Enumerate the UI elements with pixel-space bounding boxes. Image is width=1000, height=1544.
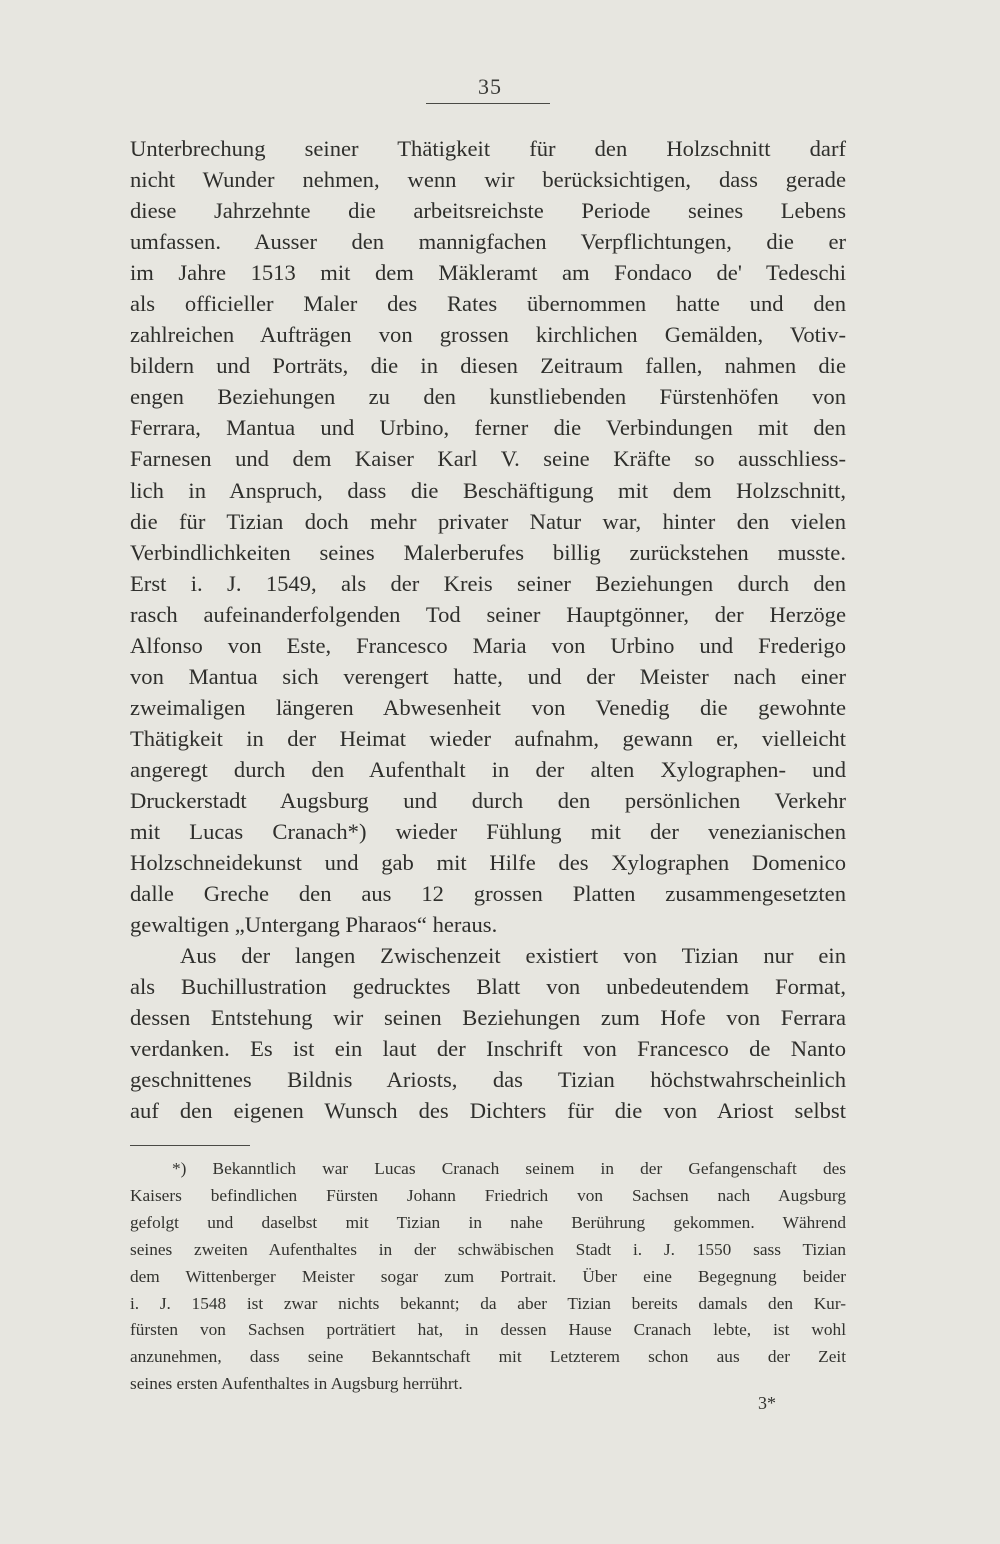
text-line: nicht Wunder nehmen, wenn wir berücksichtigen, dass gerade xyxy=(130,167,846,193)
text-line: mit Lucas Cranach*) wieder Fühlung mit der venezianischen xyxy=(130,819,846,845)
page-number: 35 xyxy=(478,74,502,99)
text-line: rasch aufeinanderfolgenden Tod seiner Hauptgönner, der Herzöge xyxy=(130,601,846,627)
footnote-line: seines zweiten Aufenthaltes in der schwäbischen Stadt i. J. 1550 sass Tizian xyxy=(130,1239,846,1259)
text-line: auf den eigenen Wunsch des Dichters für die von Ariost selbst xyxy=(130,1098,846,1124)
text-line: Holzschneidekunst und gab mit Hilfe des Xylographen Domenico xyxy=(130,850,846,876)
text-line: Thätigkeit in der Heimat wieder aufnahm, gewann er, vielleicht xyxy=(130,725,846,751)
text-line: Druckerstadt Augsburg und durch den persönlichen Verkehr xyxy=(130,787,846,813)
text-line: Aus der langen Zwischenzeit existiert von Tizian nur ein xyxy=(180,943,846,969)
text-line: gewaltigen „Untergang Pharaos“ heraus. xyxy=(130,912,498,938)
text-line: zahlreichen Aufträgen von grossen kirchlichen Gemälden, Votiv- xyxy=(130,322,846,348)
footnote-line: gefolgt und daselbst mit Tizian in nahe Berührung gekommen. Während xyxy=(130,1212,846,1232)
text-line: als officieller Maler des Rates übernommen hatte und den xyxy=(130,291,846,317)
text-line: dessen Entstehung wir seinen Beziehungen zum Hofe von Ferrara xyxy=(130,1005,846,1031)
text-line: bildern und Porträts, die in diesen Zeitraum fallen, nahmen die xyxy=(130,353,846,379)
body-text xyxy=(130,133,846,1127)
footnote-line: *) Bekanntlich war Lucas Cranach seinem in der Gefangenschaft des xyxy=(172,1159,846,1178)
text-line: angeregt durch den Aufenthalt in der alten Xylographen- und xyxy=(130,756,846,782)
text-line: von Mantua sich verengert hatte, und der Meister nach einer xyxy=(130,663,846,689)
text-line: engen Beziehungen zu den kunstliebenden Fürstenhöfen von xyxy=(130,384,846,410)
text-line: lich in Anspruch, dass die Beschäftigung mit dem Holzschnitt, xyxy=(130,477,846,503)
text-line: die für Tizian doch mehr privater Natur war, hinter den vielen xyxy=(130,508,846,534)
text-line: im Jahre 1513 mit dem Mäkleramt am Fondaco de' Tedeschi xyxy=(130,260,846,286)
text-line: Erst i. J. 1549, als der Kreis seiner Beziehungen durch den xyxy=(130,570,846,596)
text-line: als Buchillustration gedrucktes Blatt von unbedeutendem Format, xyxy=(130,974,846,1000)
text-line: diese Jahrzehnte die arbeitsreichste Periode seines Lebens xyxy=(130,198,846,224)
text-line: dalle Greche den aus 12 grossen Platten zusammengesetzten xyxy=(130,881,846,907)
signature-mark: 3* xyxy=(758,1393,776,1413)
footnote-line: anzunehmen, dass seine Bekanntschaft mit Letzterem schon aus der Zeit xyxy=(130,1347,846,1367)
text-line: Alfonso von Este, Francesco Maria von Urbino und Frederigo xyxy=(130,632,846,658)
footnote-line: dem Wittenberger Meister sogar zum Portrait. Über eine Begegnung beider xyxy=(130,1266,846,1286)
text-line: Verbindlichkeiten seines Malerberufes billig zurückstehen musste. xyxy=(130,539,846,565)
text-line: Farnesen und dem Kaiser Karl V. seine Kräfte so ausschliess- xyxy=(130,446,846,472)
text-line: Unterbrechung seiner Thätigkeit für den Holzschnitt darf xyxy=(130,136,846,161)
footnote-line: fürsten von Sachsen porträtiert hat, in dessen Hause Cranach lebte, ist wohl xyxy=(130,1320,846,1340)
text-line: Ferrara, Mantua und Urbino, ferner die Verbindungen mit den xyxy=(130,415,846,441)
text-line: verdanken. Es ist ein laut der Inschrift von Francesco de Nanto xyxy=(130,1036,846,1062)
text-line: zweimaligen längeren Abwesenheit von Venedig die gewohnte xyxy=(130,694,846,720)
footnote-line: seines ersten Aufenthaltes in Augsburg herrührt. xyxy=(130,1374,463,1394)
text-line: geschnittenes Bildnis Ariosts, das Tizian höchstwahrscheinlich xyxy=(130,1067,846,1093)
text-line: umfassen. Ausser den mannigfachen Verpflichtungen, die er xyxy=(130,229,846,255)
page-number-rule xyxy=(426,103,550,104)
footnote-line: i. J. 1548 ist zwar nichts bekannt; da aber Tizian bereits damals den Kur- xyxy=(130,1293,846,1313)
footnote-line: Kaisers befindlichen Fürsten Johann Friedrich von Sachsen nach Augsburg xyxy=(130,1185,846,1205)
footnote-rule xyxy=(130,1145,250,1146)
footnote xyxy=(130,1156,846,1398)
